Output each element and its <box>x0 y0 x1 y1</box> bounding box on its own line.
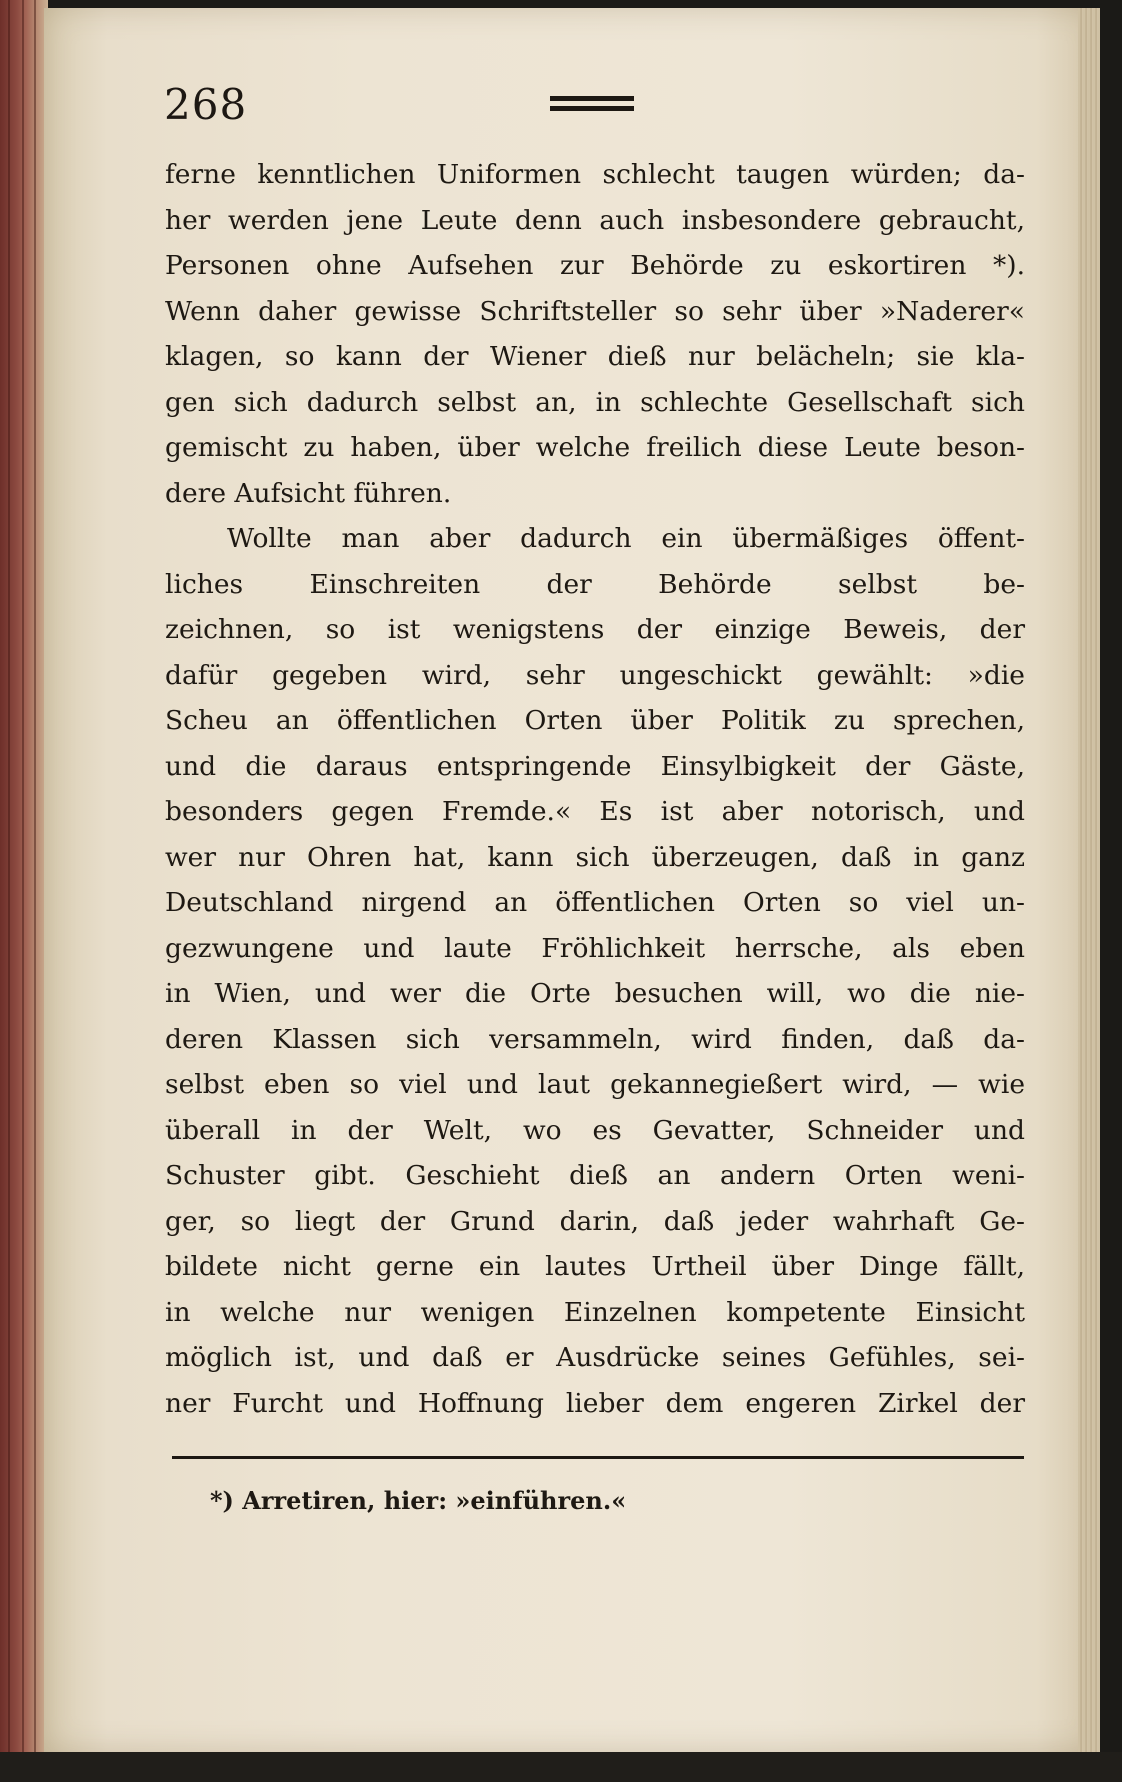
text-line: gemischt zu haben, über welche freilich diese Leute beson- <box>165 432 1025 463</box>
text-line: dafür gegeben wird, sehr ungeschickt gewählt: »die <box>165 659 1025 691</box>
text-line: Wollte man aber dadurch ein übermäßiges öffent- <box>227 523 1025 554</box>
text-line: in Wien, und wer die Orte besuchen will, wo die nie- <box>165 978 1025 1009</box>
text-line: Personen ohne Aufsehen zur Behörde zu eskortiren *). <box>165 250 1025 281</box>
text-line: besonders gegen Fremde.« Es ist aber notorisch, und <box>165 796 1025 827</box>
text-line: liches Einschreiten der Behörde selbst be- <box>165 568 1025 600</box>
book-spine <box>0 0 48 1782</box>
text-line: selbst eben so viel und laut gekannegießert wird, — wie <box>165 1069 1025 1100</box>
text-line: zeichnen, so ist wenigstens der einzige Beweis, der <box>165 614 1025 645</box>
text-line: dere Aufsicht führen. <box>165 477 452 509</box>
text-line: bildete nicht gerne ein lautes Urtheil über Dinge fällt, <box>165 1251 1025 1282</box>
text-line: Deutschland nirgend an öffentlichen Orten so viel un- <box>165 887 1025 918</box>
text-line: deren Klassen sich versammeln, wird finden, daß da- <box>165 1023 1025 1055</box>
footnote: *) Arretiren, hier: »einführen.« <box>210 1486 627 1515</box>
text-line: wer nur Ohren hat, kann sich überzeugen, daß in ganz <box>165 841 1025 873</box>
text-line: gen sich dadurch selbst an, in schlechte Gesellschaft sich <box>165 386 1025 418</box>
text-line: Schuster gibt. Geschieht dieß an andern Orten weni- <box>165 1160 1025 1191</box>
page-number: 268 <box>164 80 248 129</box>
text-line: Scheu an öffentlichen Orten über Politik zu sprechen, <box>165 705 1025 736</box>
page-edge <box>1078 8 1100 1752</box>
text-line: her werden jene Leute denn auch insbesondere gebraucht, <box>165 204 1025 236</box>
spine-line <box>34 0 36 1782</box>
spine-line <box>22 0 24 1782</box>
text-line: ferne kenntlichen Uniformen schlecht taugen würden; da- <box>165 159 1025 190</box>
header-ornament-rule <box>550 96 634 116</box>
text-line: in welche nur wenigen Einzelnen kompetente Einsicht <box>165 1296 1025 1328</box>
text-line: ner Furcht und Hoffnung lieber dem engeren Zirkel der <box>165 1387 1025 1419</box>
footnote-divider <box>172 1456 1024 1459</box>
scan-background-bottom <box>0 1752 1122 1782</box>
text-line: ger, so liegt der Grund darin, daß jeder wahrhaft Ge- <box>165 1205 1025 1237</box>
body-text <box>165 152 1025 1426</box>
text-line: überall in der Welt, wo es Gevatter, Schneider und <box>165 1114 1025 1146</box>
text-line: Wenn daher gewisse Schriftsteller so sehr über »Naderer« <box>165 295 1025 327</box>
spine-line <box>8 0 10 1782</box>
page-header <box>120 78 1020 138</box>
text-line: möglich ist, und daß er Ausdrücke seines Gefühles, sei- <box>165 1342 1025 1373</box>
text-line: und die daraus entspringende Einsylbigkeit der Gäste, <box>165 750 1025 782</box>
text-line: gezwungene und laute Fröhlichkeit herrsche, als eben <box>165 932 1025 964</box>
text-line: klagen, so kann der Wiener dieß nur belächeln; sie kla- <box>165 341 1025 372</box>
